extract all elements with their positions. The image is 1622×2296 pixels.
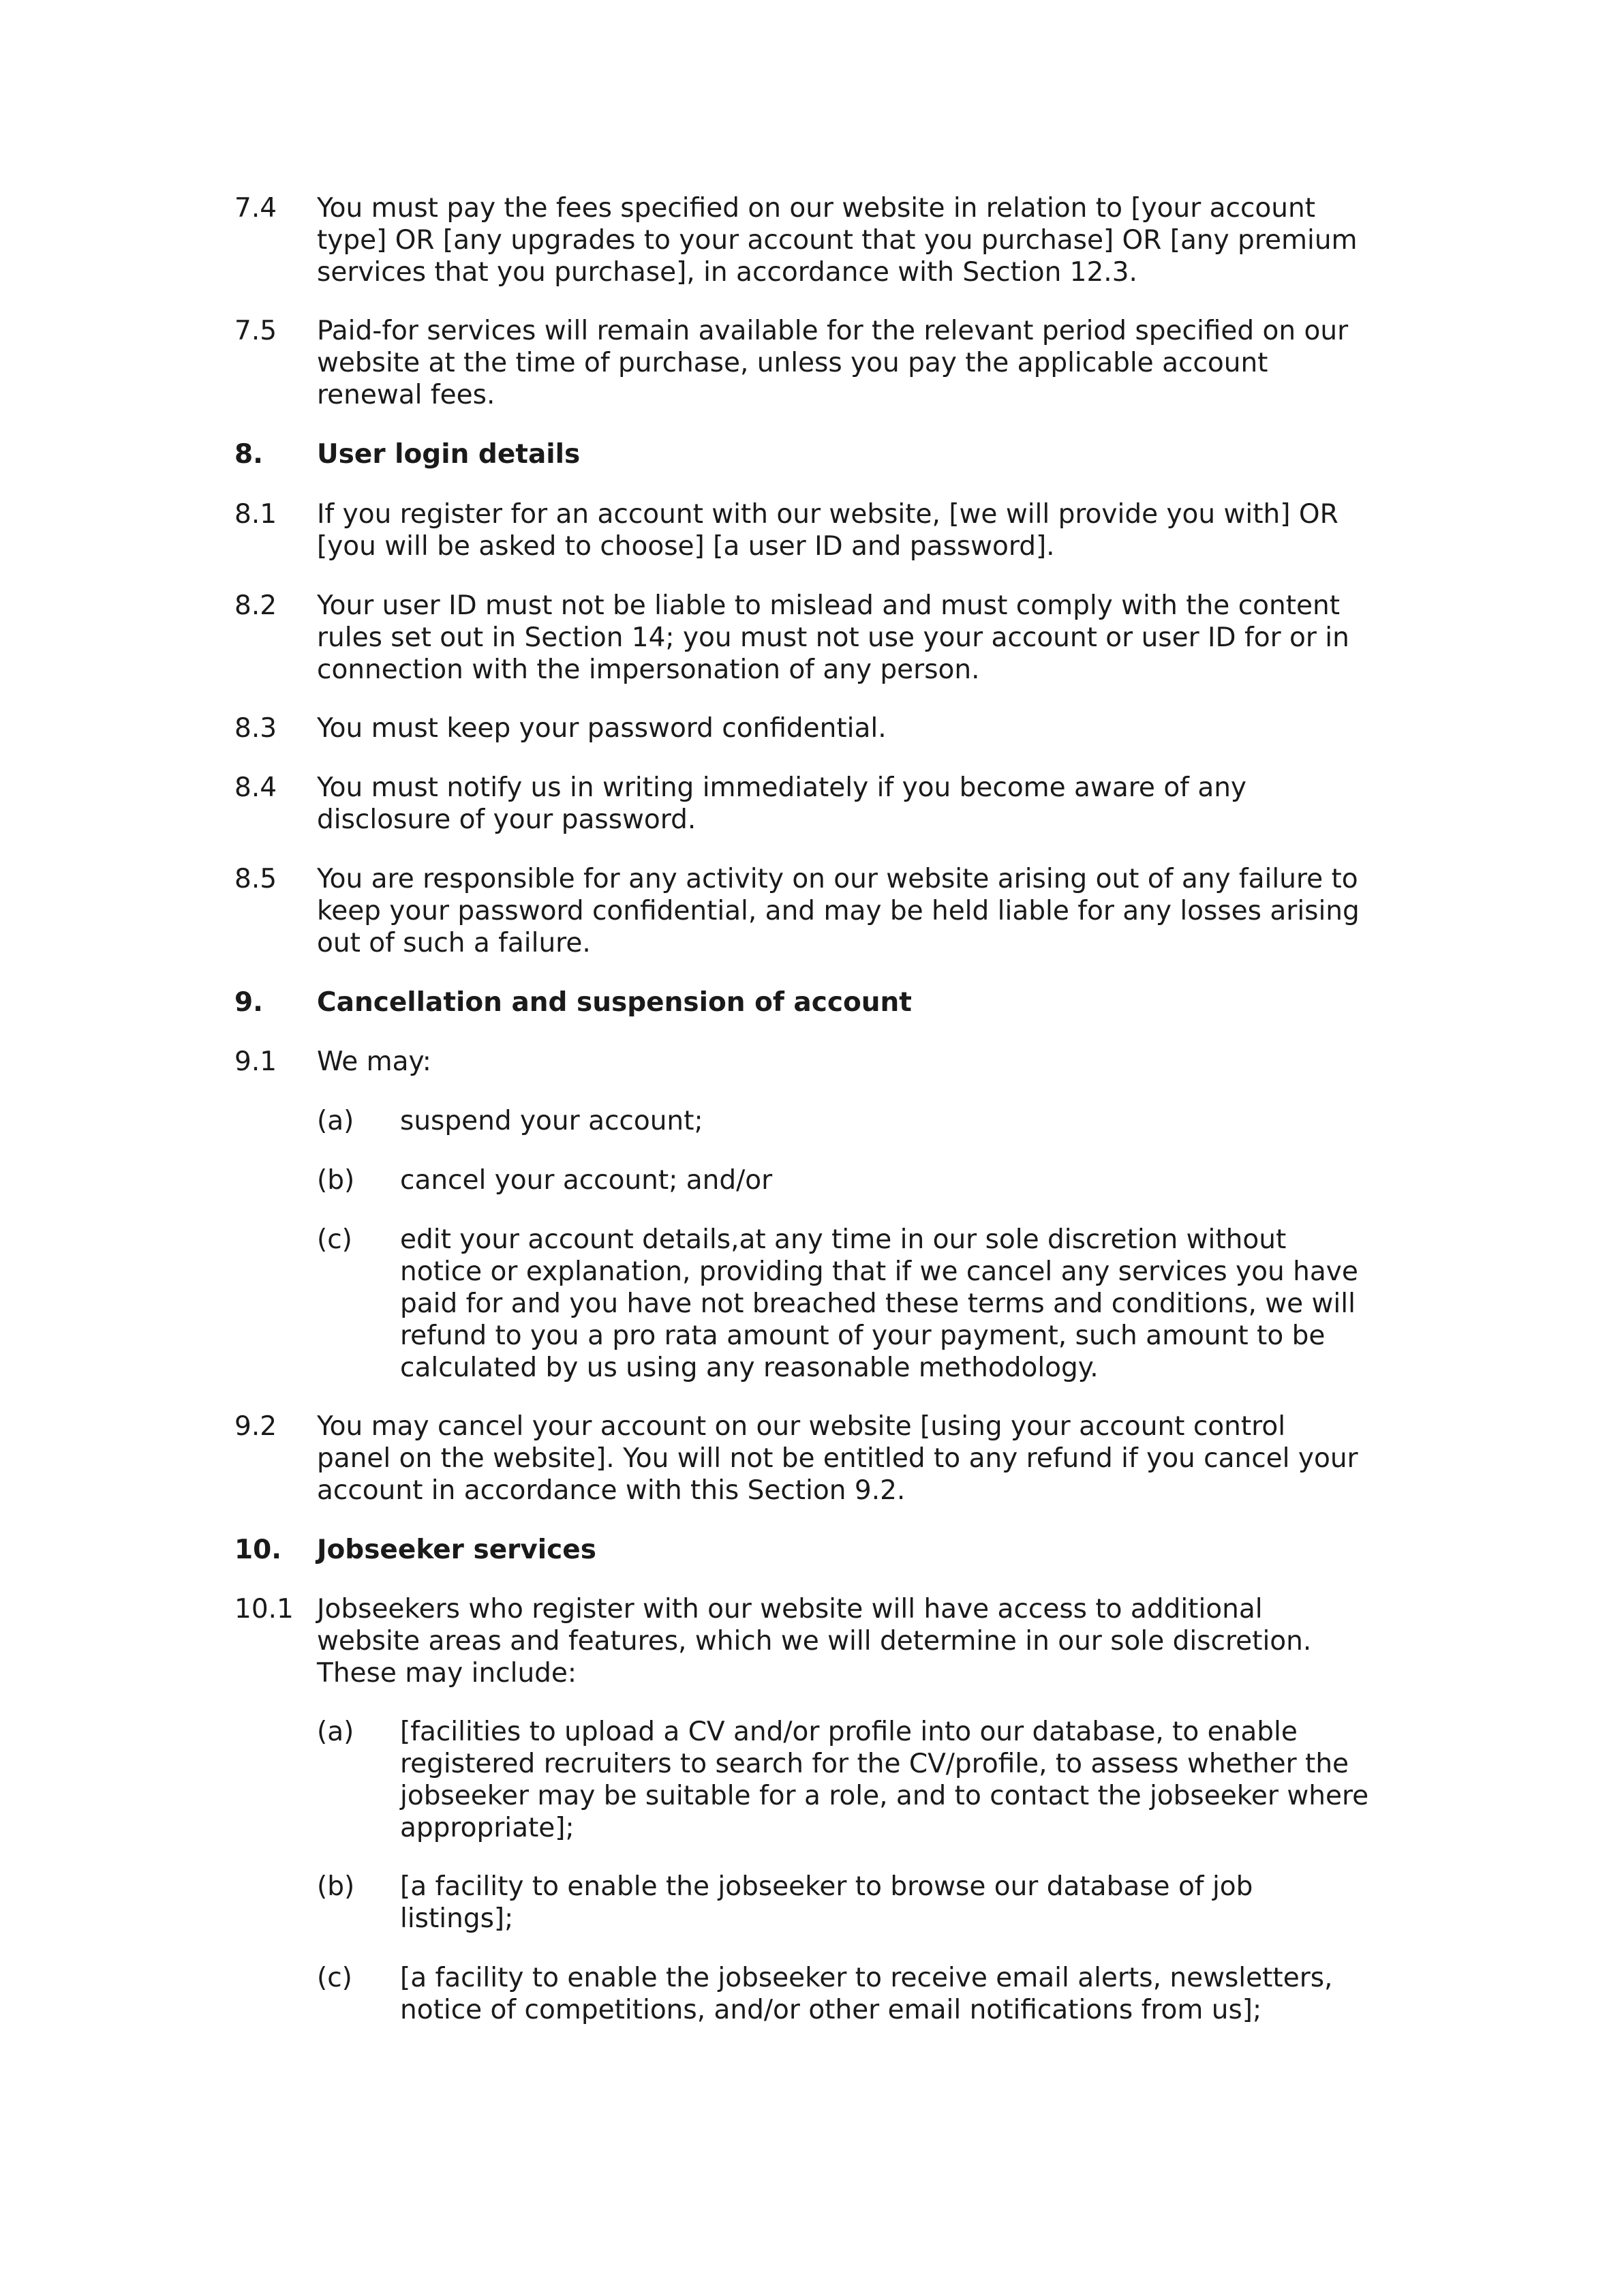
subclause-text [400,1224,1411,1384]
section-number: 10. [234,1535,282,1565]
clause-number: 7.5 [234,316,277,346]
text-line: disclosure of your password. [317,804,697,835]
text-line: website areas and features, which we will determine in our sole discretion. [317,1626,1312,1657]
text-line: [a facility to enable the jobseeker to receive email alerts, newsletters, [400,1963,1333,1993]
clause-number: 8.3 [234,713,277,744]
clause-text [317,192,1411,288]
text-line: renewal fees. [317,380,495,410]
section-title [317,1534,1411,1566]
text-line: [a facility to enable the jobseeker to browse our database of job [400,1871,1253,1902]
clause-number: 10.1 [234,1594,294,1625]
text-line: You are responsible for any activity on our website arising out of any failure to [317,864,1358,894]
text-line: jobseeker may be suitable for a role, and to contact the jobseeker where [400,1781,1369,1811]
clause-text [317,315,1411,411]
subclause-text [400,1164,1411,1196]
subclause-letter: (a) [317,1106,354,1136]
text-line: edit your account details,at any time in our sole discretion without [400,1224,1287,1255]
section-number: 9. [234,987,263,1018]
clause-text [317,1046,1411,1078]
text-line: account in accordance with this Section 9.2. [317,1475,906,1506]
subclause-text [400,1962,1411,2026]
text-line: registered recruiters to search for the CV/profile, to assess whether the [400,1749,1349,1779]
subclause-letter: (c) [317,1224,352,1255]
text-line: calculated by us using any reasonable methodology. [400,1353,1099,1383]
subclause-letter: (b) [317,1871,355,1902]
text-line: type] OR [any upgrades to your account that you purchase] OR [any premium [317,225,1358,256]
text-line: Your user ID must not be liable to mislead and must comply with the content [317,590,1341,621]
subclause-text [400,1871,1411,1935]
subclause-text [400,1105,1411,1137]
clause-text [317,863,1411,959]
clause-text [317,498,1411,562]
text-line: Paid-for services will remain available for the relevant period specified on our [317,316,1349,346]
text-line: Jobseeker services [317,1535,596,1565]
text-line: panel on the website]. You will not be entitled to any refund if you cancel your [317,1443,1358,1474]
text-line: cancel your account; and/or [400,1165,773,1196]
clause-text [317,712,1411,744]
clause-number: 7.4 [234,193,277,224]
text-line: suspend your account; [400,1106,703,1136]
clause-number: 9.1 [234,1046,277,1077]
text-line: [facilities to upload a CV and/or profile into our database, to enable [400,1717,1298,1747]
text-line: You may cancel your account on our website [using your account control [317,1411,1286,1442]
text-line: You must keep your password confidential. [317,713,887,744]
text-line: notice or explanation, providing that if we cancel any services you have [400,1256,1358,1287]
clause-text [317,772,1411,836]
text-line: These may include: [317,1658,577,1689]
text-line: notice of competitions, and/or other email notifications from us]; [400,1995,1262,2025]
text-line: We may: [317,1046,431,1077]
text-line: [you will be asked to choose] [a user ID and password]. [317,531,1055,562]
text-line: Cancellation and suspension of account [317,987,912,1018]
text-line: paid for and you have not breached these terms and conditions, we will [400,1288,1356,1319]
clause-number: 8.4 [234,772,277,803]
clause-text [317,590,1411,686]
text-line: keep your password confidential, and may be held liable for any losses arising [317,896,1360,926]
text-line: appropriate]; [400,1813,575,1843]
clause-text [317,1593,1411,1689]
text-line: refund to you a pro rata amount of your payment, such amount to be [400,1320,1326,1351]
subclause-text [400,1716,1411,1844]
subclause-letter: (b) [317,1165,355,1196]
text-line: listings]; [400,1903,514,1934]
subclause-letter: (c) [317,1963,352,1993]
clause-text [317,1410,1411,1507]
clause-number: 8.2 [234,590,277,621]
clause-number: 8.5 [234,864,277,894]
text-line: rules set out in Section 14; you must not use your account or user ID for or in [317,622,1349,653]
text-line: You must pay the fees specified on our website in relation to [your account [317,193,1316,224]
text-line: connection with the impersonation of any person. [317,654,980,685]
text-line: out of such a failure. [317,928,591,958]
text-line: services that you purchase], in accordance with Section 12.3. [317,257,1137,288]
text-line: You must notify us in writing immediately if you become aware of any [317,772,1247,803]
section-title [317,438,1411,470]
text-line: If you register for an account with our website, [we will provide you with] OR [317,499,1338,530]
text-line: User login details [317,439,581,470]
subclause-letter: (a) [317,1717,354,1747]
section-title [317,986,1411,1018]
section-number: 8. [234,439,263,470]
clause-number: 9.2 [234,1411,277,1442]
text-line: website at the time of purchase, unless you pay the applicable account [317,348,1268,378]
text-line: Jobseekers who register with our website will have access to additional [317,1594,1263,1625]
clause-number: 8.1 [234,499,277,530]
